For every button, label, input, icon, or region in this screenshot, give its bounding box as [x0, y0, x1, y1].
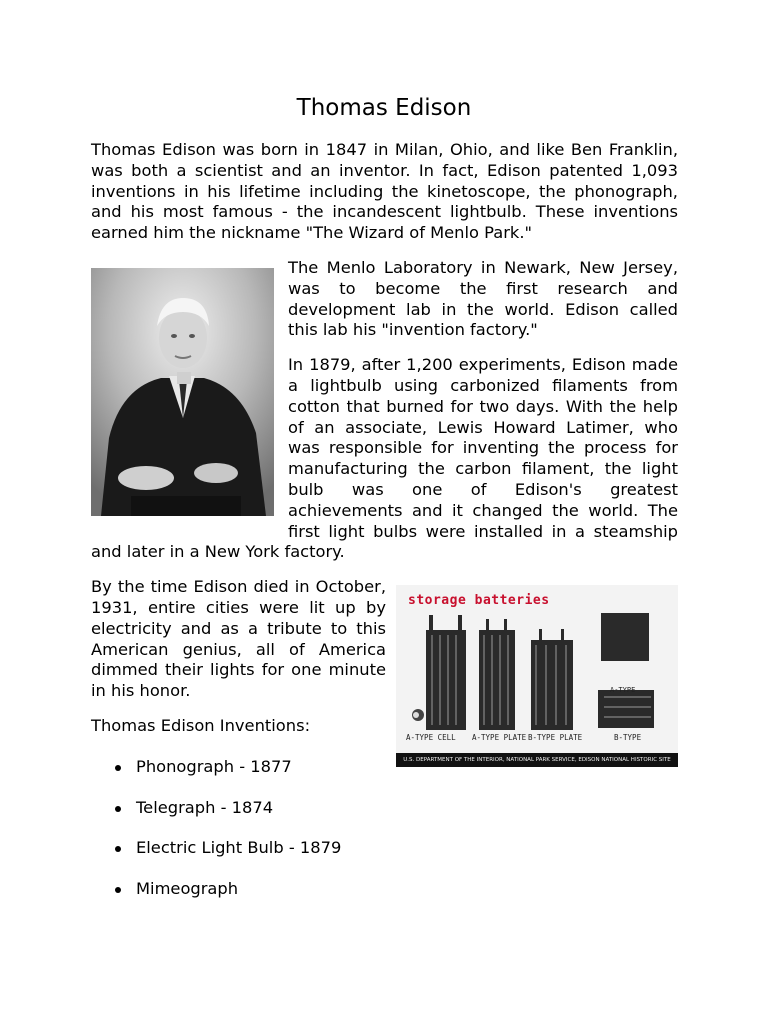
page-title: Thomas Edison [296, 95, 472, 121]
article-body [91, 140, 678, 920]
storage-batteries-image [396, 585, 678, 767]
label-b-type: B-TYPE [614, 733, 642, 743]
label-a-type-cell: A-TYPE CELL [406, 733, 456, 743]
label-b-type-plate: B-TYPE PLATE [528, 733, 583, 743]
paragraph-intro: Thomas Edison was born in 1847 in Milan, Ohio, and like Ben Franklin, was both a scientist and an inventor. In fact, Edison patented 1,093 inventions in his lifetime including the kinetoscope, the phonograph, and his most famous - the incandescent lightbulb. These inventions earned him the nickname "The Wizard of Menlo Park." [91, 140, 678, 243]
edison-portrait-photo [91, 268, 274, 516]
list-item: Mimeograph [91, 879, 678, 900]
list-item: Electric Light Bulb - 1879 [91, 838, 678, 859]
batteries-labels [396, 733, 678, 747]
portrait-illustration [91, 268, 274, 516]
list-item: Phonograph - 1877 [91, 757, 678, 778]
list-item: Telegraph - 1874 [91, 798, 678, 819]
paragraph-menlo-lab: The Menlo Laboratory in Newark, New Jersey, was to become the first research and development lab in the world. Edison called this lab his "invention factory." [288, 257, 678, 340]
inventions-list [91, 757, 678, 900]
storage-batteries-title: storage batteries [408, 593, 550, 609]
paragraph-tribute: By the time Edison died in October, 1931, entire cities were lit up by electricity and as a tribute to this American genius, all of America dimmed their lights for one minute in his honor. [91, 577, 386, 701]
batteries-credit-footer: U.S. DEPARTMENT OF THE INTERIOR, NATIONAL PARK SERVICE, EDISON NATIONAL HISTORIC SITE [396, 753, 678, 767]
a-type-top-label: A-TYPE [610, 686, 636, 695]
inventions-heading: Thomas Edison Inventions: [91, 715, 311, 735]
label-a-type-plate: A-TYPE PLATE [472, 733, 527, 743]
paragraph-lightbulb: In 1879, after 1,200 experiments, Edison made a lightbulb using carbonized filaments from cotton that burned for two days. With the help of an associate, Lewis Howard Latimer, who was responsible for inventing the process for manufacturing the carbon filament, the light bulb was one of Edison's greatest achievements and it changed the world. The first light bulbs were installed in a steamship and later in a New York factory. [91, 355, 678, 562]
